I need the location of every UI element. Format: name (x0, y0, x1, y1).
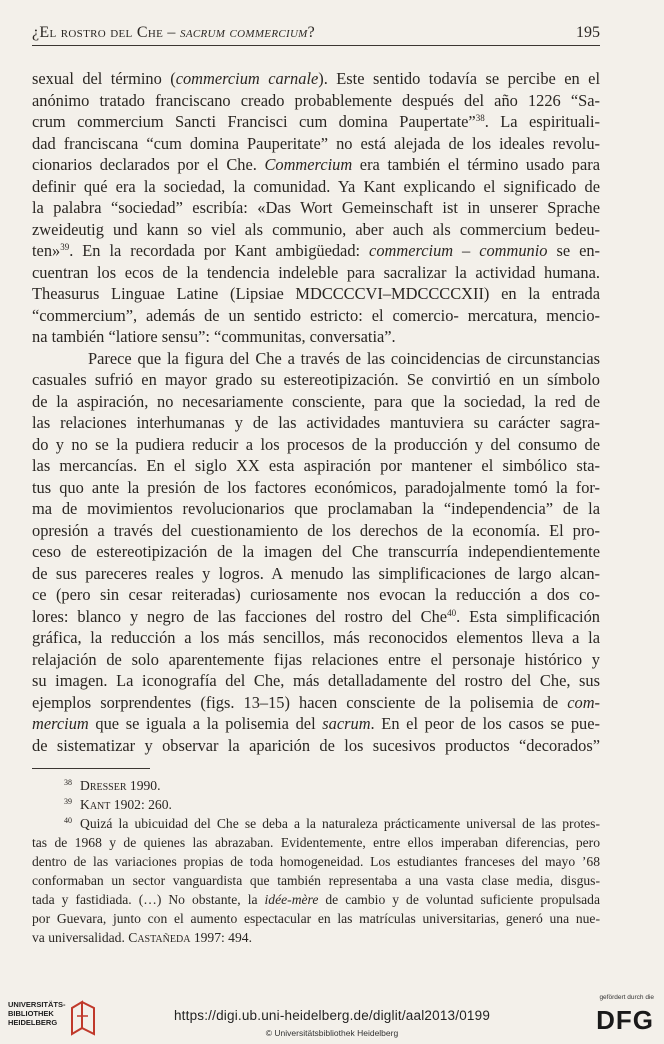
text-line: de la aspiración, no necesariamente consciente, para que la sociedad, la red de (32, 391, 600, 411)
text-line: relajación de solo aparentemente fijas relaciones entre el personaje histórico y (32, 649, 600, 669)
text-line: dad franciscana “cum domina Pauperitate” no está alejada de los ideales revolu- (32, 133, 600, 153)
text-line: zweideutig und kann so viel als communio, aber auch als commercium bedeu- (32, 219, 600, 239)
viewer-footer (0, 990, 664, 1044)
text-line: casuales sufrió en mayor grado su estereotipización. Se convirtió en un símbolo (32, 370, 600, 389)
text-line: na también “latiore sensu”: “communitas, conversatia”. (32, 327, 396, 346)
text-line: las mercancías. En el siglo XX esta aspiración por mantener el simbólico sta- (32, 456, 600, 475)
text-line: mercium que se iguala a la polisemia del sacrum. En el peor de los casos se pue- (32, 714, 600, 733)
text-line: gráfica, la reducción a los más sencillos, más reconocidos elementos lleva a la (32, 628, 600, 647)
dfg-logo: DFG (596, 1005, 654, 1035)
text-line: las relaciones interhumanas y de las actividades mantuviera su carácter sagra- (32, 413, 600, 432)
text-line: opresión a través del cuestionamiento de los derechos de la economía. El pro- (32, 520, 600, 540)
text-line: la palabra “sociedad” escribía: «Das Wort Gemeinschaft ist in unserer Sprache (32, 198, 600, 217)
footnote-line: dentro de las variaciones propias de toda homogeneidad. Los estudiantes franceses del mayo ’68 (32, 854, 600, 869)
footnote-line: tas de 1968 y de quienes las abrazaban. Evidentemente, entre ellos imperaban diferencias, pero (32, 835, 600, 850)
footnote-line: conformaban un sector vanguardista que también representaba a una vasta clase media, disgus- (32, 873, 600, 888)
footnote-line: tada y fastidiada. (…) No obstante, la idée-mère de cambio y de voluntad suficiente propulsada (32, 892, 600, 907)
library-name: UNIVERSITÄTS- BIBLIOTHEK HEIDELBERG (8, 1000, 66, 1027)
text-line: cionarios declarados por el Che. Commercium era también el término usado para (32, 155, 600, 174)
running-head (32, 24, 600, 46)
footnote-ref-40[interactable]: 40 (447, 607, 457, 618)
footnote-38: $^{38}$ Dresser 1990. (64, 778, 161, 793)
text-line: Theasurus Linguae Latine (Lipsiae MDCCCCVI–MDCCCCXII) en la entrada (32, 284, 600, 303)
text-line: sexual del término (commercium carnale). Este sentido todavía se percibe en el (32, 69, 600, 88)
text-line: de sus pareceres reales y logros. A menudo las simplificaciones de largo alcan- (32, 563, 600, 583)
text-line: ceso de estereotipización de la imagen del Che transcurría independientemente (32, 542, 600, 561)
text-line: “commercium”, además de un sentido estricto: el comercio- mercatura, mencio- (32, 305, 600, 325)
text-line: su imagen. La iconografía del Che, más detalladamente del rostro del Che, sus (32, 671, 600, 690)
text-line: ejemplos sorprendentes (figs. 13–15) hacen consciente de la polisemia de com- (32, 692, 600, 712)
footnote-line: por Guevara, junto con el aumento espectacular en las matrículas universitarias, generó una nue- (32, 911, 600, 926)
text-line: Parece que la figura del Che a través de las coincidencias de circunstancias (88, 348, 600, 368)
footnotes (32, 776, 600, 947)
text-line: de sistematizar y observar la aparición de los sucesivos productos “decorados” (32, 735, 600, 755)
footnote-40: $^{40}$ Quizá la ubicuidad del Che se deba a la naturaleza prácticamente universal de las protes- (64, 816, 600, 831)
footnote-39: $^{39}$ Kant 1902: 260. (64, 797, 172, 812)
text-line: tus quo ante la presión de los factores económicos, paradojalmente tomó la for- (32, 477, 600, 497)
footnote-ref-39[interactable]: 39 (60, 242, 70, 252)
footnote-ref-38[interactable]: 38 (475, 113, 485, 123)
text-line: lores: blanco y negro de las facciones del rostro del Che$^{40}$. Esta simplificación (32, 606, 600, 626)
body-text (32, 68, 600, 756)
funder-caption: gefördert durch die (599, 994, 654, 1001)
copyright-notice: © Universitätsbibliothek Heidelberg (265, 1028, 399, 1038)
permalink-url[interactable]: https://digi.ub.uni-heidelberg.de/diglit/aal2013/0199 (173, 1008, 491, 1023)
footnote-divider (32, 768, 150, 769)
text-line: anónimo tratado franciscano creado probablemente después del año 1226 “Sa- (32, 90, 600, 110)
text-line: cuentran los ecos de la tendencia indeleble para sacralizar la actividad humana. (32, 262, 600, 282)
text-line: ce (pero sin cesar reiteradas) curiosamente nos evocan la reducción a dos co- (32, 585, 600, 604)
running-head-title: ¿El rostro del Che – sacrum commercium? (32, 24, 316, 41)
funder-logo[interactable] (584, 994, 654, 1038)
text-line: crum commercium Sancti Francisci cum domina Paupertate”$^{38}$. La espirituali- (32, 112, 600, 131)
text-line: do y no se la pudiera reducir a los procesos de la producción y del consumo de (32, 434, 600, 454)
page-number: 195 (576, 24, 600, 41)
footnote-line: va universalidad. Castañeda 1997: 494. (32, 930, 252, 945)
text-line: definir qué era la sociedad, la comunidad. Ya Kant explicando el significado de (32, 176, 600, 196)
text-line: ma de movimientos revolucionarios que proclamaban la “independencia” de la (32, 499, 600, 518)
text-line: ten»$^{39}$. En la recordada por Kant ambigüedad: commercium – communio se en- (32, 241, 600, 260)
